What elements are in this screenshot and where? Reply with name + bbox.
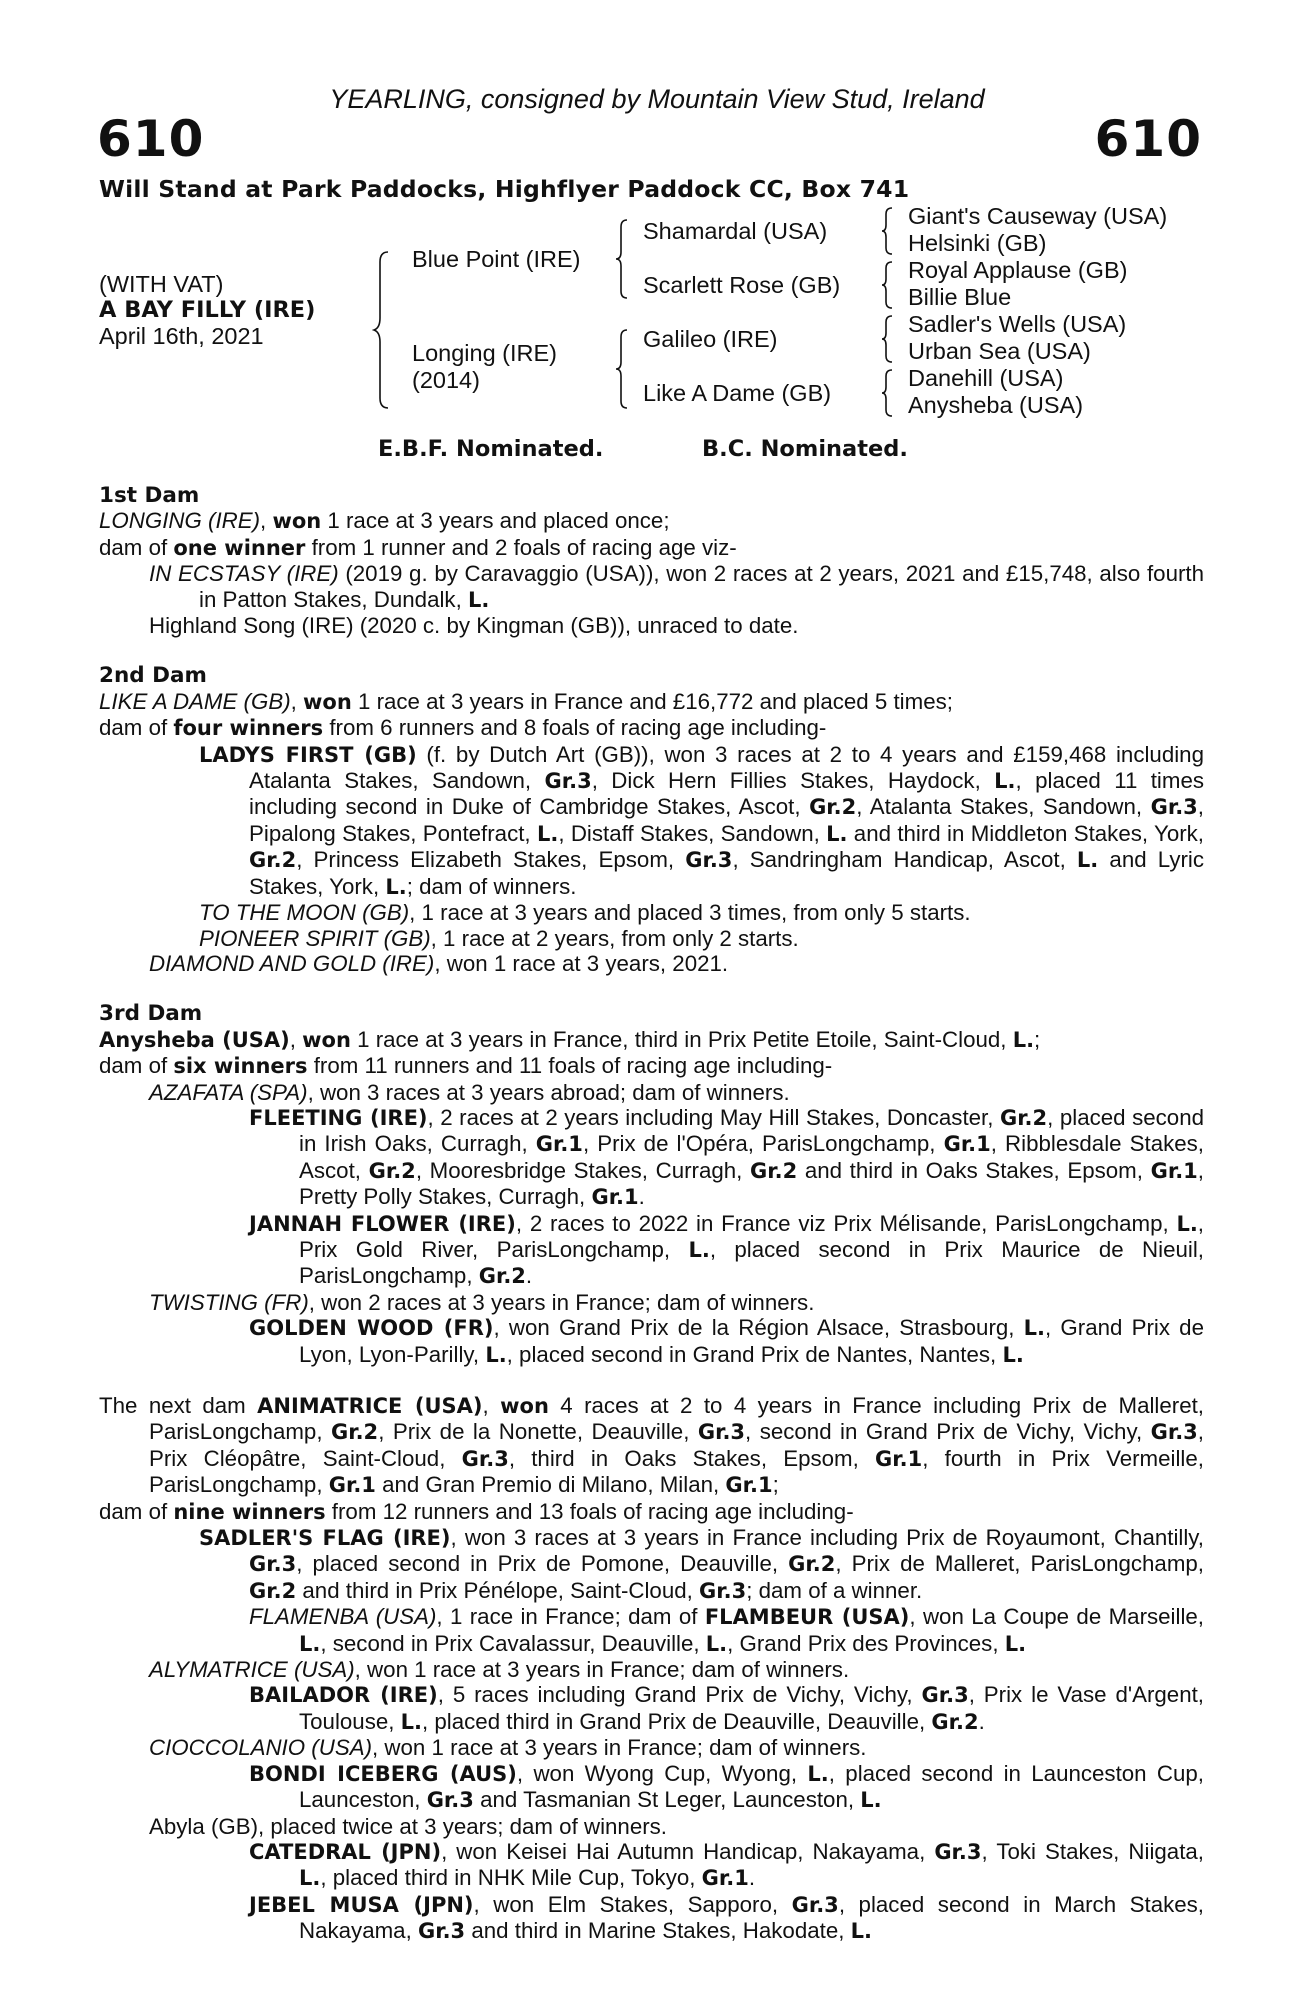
ds-sire: Sadler's Wells (USA): [908, 311, 1127, 337]
second-dam-line2: dam of four winners from 6 runners and 8 foals of racing age including-: [99, 715, 827, 741]
third-dam-heading: 3rd Dam: [99, 1001, 203, 1027]
dd-sire: Danehill (USA): [908, 365, 1064, 391]
cioccolanio-entry: CIOCCOLANIO (USA), won 1 race at 3 years in France; dam of winners.: [149, 1735, 867, 1761]
jebel-musa-entry: JEBEL MUSA (JPN), won Elm Stakes, Sapporo, Gr.3, placed second in March Stakes, Nakayama, Gr.3 and third in Marine Stakes, Hakodate, L.: [249, 1891, 1204, 1944]
dam-year: (2014): [412, 367, 480, 393]
foaling-date: April 16th, 2021: [99, 323, 264, 349]
abyla-entry: Abyla (GB), placed twice at 3 years; dam of winners.: [149, 1813, 667, 1839]
brace-dd: [880, 368, 896, 418]
sire: Blue Point (IRE): [412, 246, 581, 272]
sire-sire: Shamardal (USA): [643, 218, 828, 244]
sadlers-flag-entry: SADLER'S FLAG (IRE), won 3 races at 3 years in France including Prix de Royaumont, Chantilly, Gr.3, placed second in Prix de Pomone, Deauville, Gr.2, Prix de Malleret, ParisLongchamp, Gr.2 and third in Prix Pénélope, Saint-Cloud, Gr.3; dam of a winner.: [199, 1525, 1204, 1603]
twisting-entry: TWISTING (FR), won 2 races at 3 years in France; dam of winners.: [149, 1289, 815, 1315]
brace-ss: [880, 206, 896, 256]
stand-location: Will Stand at Park Paddocks, Highflyer Paddock CC, Box 741: [99, 175, 910, 203]
next-dam-paragraph: The next dam ANIMATRICE (USA), won 4 races at 2 to 4 years in France including Prix de Malleret, ParisLongchamp, Gr.2, Prix de la Nonette, Deauville, Gr.3, second in Grand Prix de Vichy, Vichy, Gr.3, Prix Cléopâtre, Saint-Cloud, Gr.3, third in Oaks Stakes, Epsom, Gr.1, fourth in Prix Vermeille, ParisLongchamp, Gr.1 and Gran Premio di Milano, Milan, Gr.1;: [99, 1393, 1204, 1498]
catedral-entry: CATEDRAL (JPN), won Keisei Hai Autumn Handicap, Nakayama, Gr.3, Toki Stakes, Niigata, L., placed third in NHK Mile Cup, Tokyo, Gr.1.: [249, 1838, 1204, 1891]
bailador-entry: BAILADOR (IRE), 5 races including Grand Prix de Vichy, Vichy, Gr.3, Prix le Vase d'Argent, Toulouse, L., placed third in Grand Prix de Deauville, Deauville, Gr.2.: [249, 1682, 1204, 1734]
first-dam-progeny-1: IN ECSTASY (IRE) (2019 g. by Caravaggio (USA)), won 2 races at 2 years, 2021 and £15,748, also fourth in Patton Stakes, Dundalk, L.: [149, 561, 1204, 612]
brace-sire: [614, 218, 630, 300]
pioneer-spirit-entry: PIONEER SPIRIT (GB), 1 race at 2 years, from only 2 starts.: [199, 925, 799, 951]
dam-dam: Like A Dame (GB): [643, 380, 832, 406]
ss-dam: Helsinki (GB): [908, 230, 1047, 256]
diamond-and-gold-entry: DIAMOND AND GOLD (IRE), won 1 race at 3 years, 2021.: [149, 950, 729, 976]
brace-dam: [614, 328, 630, 410]
azafata-entry: AZAFATA (SPA), won 3 races at 3 years abroad; dam of winners.: [149, 1079, 790, 1105]
dam-sire: Galileo (IRE): [643, 326, 778, 352]
catalogue-body: [99, 483, 1204, 1945]
sd-dam: Billie Blue: [908, 284, 1012, 310]
bc-nomination: B.C. Nominated.: [702, 436, 908, 462]
jannah-flower-entry: JANNAH FLOWER (IRE), 2 races to 2022 in France viz Prix Mélisande, ParisLongchamp, L., Prix Gold River, ParisLongchamp, L., placed second in Prix Maurice de Nieuil, ParisLongchamp, Gr.2.: [249, 1210, 1204, 1289]
ds-dam: Urban Sea (USA): [908, 338, 1091, 364]
first-dam-line2: dam of one winner from 1 runner and 2 foals of racing age viz-: [99, 534, 737, 560]
brace-main: [372, 250, 392, 410]
ss-sire: Giant's Causeway (USA): [908, 203, 1168, 229]
brace-ds: [880, 314, 896, 364]
vat-note: (WITH VAT): [99, 271, 224, 297]
bondi-iceberg-entry: BONDI ICEBERG (AUS), won Wyong Cup, Wyong, L., placed second in Launceston Cup, Launceston, Gr.3 and Tasmanian St Leger, Launceston, L.: [249, 1760, 1205, 1813]
fleeting-entry: FLEETING (IRE), 2 races at 2 years including May Hill Stakes, Doncaster, Gr.2, placed second in Irish Oaks, Curragh, Gr.1, Prix de l'Opéra, ParisLongchamp, Gr.1, Ribblesdale Stakes, Ascot, Gr.2, Mooresbridge Stakes, Curragh, Gr.2 and third in Oaks Stakes, Epsom, Gr.1, Pretty Polly Stakes, Curragh, Gr.1.: [249, 1104, 1204, 1210]
third-dam-line2: dam of six winners from 11 runners and 11 foals of racing age including-: [99, 1053, 833, 1079]
next-dam-line2: dam of nine winners from 12 runners and 13 foals of racing age including-: [99, 1498, 854, 1524]
first-dam-heading: 1st Dam: [99, 483, 200, 508]
brace-sd: [880, 260, 896, 310]
sd-sire: Royal Applause (GB): [908, 257, 1128, 283]
second-dam-line1: LIKE A DAME (GB), won 1 race at 3 years in France and £16,772 and placed 5 times;: [99, 688, 953, 714]
dd-dam: Anysheba (USA): [908, 392, 1084, 418]
flamenba-entry: FLAMENBA (USA), 1 race in France; dam of FLAMBEUR (USA), won La Coupe de Marseille, L., second in Prix Cavalassur, Deauville, L., Grand Prix des Provinces, L.: [249, 1604, 1204, 1656]
horse-name: A BAY FILLY (IRE): [99, 297, 316, 323]
lot-number-right: 610: [1094, 110, 1202, 168]
consignment-line: YEARLING, consigned by Mountain View Stud, Ireland: [329, 84, 985, 114]
first-dam-line1: LONGING (IRE), won 1 race at 3 years and placed once;: [99, 508, 670, 534]
to-the-moon-entry: TO THE MOON (GB), 1 race at 3 years and placed 3 times, from only 5 starts.: [199, 900, 971, 926]
lot-number-left: 610: [97, 110, 205, 168]
golden-wood-entry: GOLDEN WOOD (FR), won Grand Prix de la Région Alsace, Strasbourg, L., Grand Prix de Lyon, Lyon-Parilly, L., placed second in Grand Prix de Nantes, Nantes, L.: [249, 1315, 1204, 1367]
second-dam-heading: 2nd Dam: [99, 663, 207, 689]
sire-dam: Scarlett Rose (GB): [643, 272, 841, 298]
dam-name: Longing (IRE): [412, 340, 557, 366]
third-dam-line1: Anysheba (USA), won 1 race at 3 years in France, third in Prix Petite Etoile, Saint-Cloud, L.;: [99, 1026, 1041, 1052]
ebf-nomination: E.B.F. Nominated.: [378, 436, 604, 462]
first-dam-progeny-2: Highland Song (IRE) (2020 c. by Kingman (GB)), unraced to date.: [149, 613, 799, 639]
alymatrice-entry: ALYMATRICE (USA), won 1 race at 3 years in France; dam of winners.: [149, 1657, 850, 1683]
ladys-first-entry: LADYS FIRST (GB) (f. by Dutch Art (GB)), won 3 races at 2 to 4 years and £159,468 including Atalanta Stakes, Sandown, Gr.3, Dick Hern Fillies Stakes, Haydock, L., placed 11 times including second in Duke of Cambridge Stakes, Ascot, Gr.2, Atalanta Stakes, Sandown, Gr.3, Pipalong Stakes, Pontefract, L., Distaff Stakes, Sandown, L. and third in Middleton Stakes, York, Gr.2, Princess Elizabeth Stakes, Epsom, Gr.3, Sandringham Handicap, Ascot, L. and Lyric Stakes, York, L.; dam of winners.: [199, 741, 1204, 899]
